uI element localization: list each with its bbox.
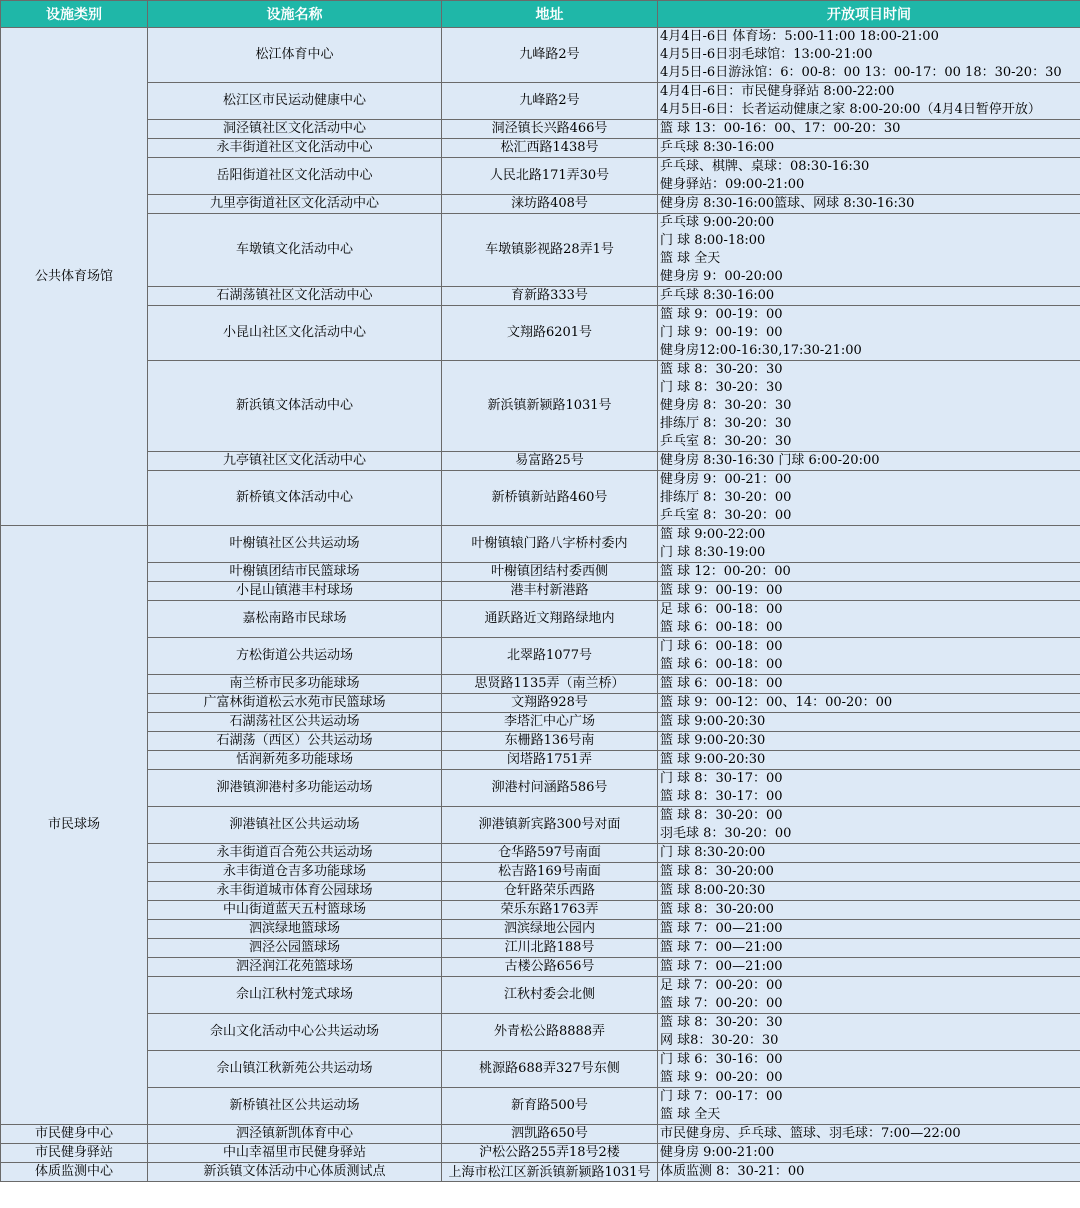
- facility-name-cell: 石湖荡社区公共运动场: [148, 713, 442, 732]
- facility-name-cell: 嘉松南路市民球场: [148, 601, 442, 638]
- hours-cell: [658, 1014, 1080, 1051]
- hours-line: 4月4日-6日：市民健身驿站 8:00-22:00: [660, 84, 895, 99]
- hours-cell: [658, 1163, 1080, 1182]
- hours-line: 篮 球 7：00—21:00: [660, 921, 783, 936]
- header-category: 设施类别: [1, 1, 148, 28]
- hours-line: 健身房 9：00-21：00: [660, 472, 792, 487]
- table-row: [1, 306, 1080, 361]
- table-row: [1, 713, 1080, 732]
- hours-line: 篮 球 9:00-20:30: [660, 714, 766, 729]
- hours-line: 篮 球 6：00-18：00: [660, 657, 783, 672]
- hours-line: 足 球 6：00-18：00: [660, 602, 783, 617]
- facility-name-cell: 新浜镇文体活动中心: [148, 361, 442, 452]
- hours-cell: [658, 158, 1080, 195]
- hours-line: 篮 球 6：00-18：00: [660, 676, 783, 691]
- address-cell: 外青松公路8888弄: [442, 1014, 658, 1051]
- hours-line: 篮 球 9：00-20：00: [660, 1070, 783, 1085]
- address-cell: 文翔路6201号: [442, 306, 658, 361]
- address-cell: 闵塔路1751弄: [442, 751, 658, 770]
- address-cell: 育新路333号: [442, 287, 658, 306]
- category-cell: 市民球场: [1, 526, 148, 1125]
- address-cell: 涞坊路408号: [442, 195, 658, 214]
- facility-name-cell: 泗泾公园篮球场: [148, 939, 442, 958]
- table-row: [1, 83, 1080, 120]
- table-row: [1, 732, 1080, 751]
- hours-line: 篮 球 8:00-20:30: [660, 883, 766, 898]
- hours-line: 篮 球 9:00-22:00: [660, 527, 766, 542]
- table-row: [1, 214, 1080, 287]
- hours-cell: [658, 582, 1080, 601]
- facility-name-cell: 中山街道蓝天五村篮球场: [148, 901, 442, 920]
- category-cell: 市民健身中心: [1, 1125, 148, 1144]
- facility-name-cell: 恬润新苑多功能球场: [148, 751, 442, 770]
- hours-cell: [658, 28, 1080, 83]
- table-row: [1, 920, 1080, 939]
- hours-cell: [658, 977, 1080, 1014]
- facility-name-cell: 小昆山镇港丰村球场: [148, 582, 442, 601]
- address-cell: 仓轩路荣乐西路: [442, 882, 658, 901]
- hours-line: 门 球 8:30-20:00: [660, 845, 766, 860]
- facility-name-cell: 小昆山社区文化活动中心: [148, 306, 442, 361]
- facility-name-cell: 岳阳街道社区文化活动中心: [148, 158, 442, 195]
- hours-line: 体质监测 8：30-21：00: [660, 1164, 805, 1179]
- facility-name-cell: 车墩镇文化活动中心: [148, 214, 442, 287]
- hours-cell: [658, 120, 1080, 139]
- facility-name-cell: 叶榭镇团结市民篮球场: [148, 563, 442, 582]
- table-row: [1, 882, 1080, 901]
- table-row: [1, 751, 1080, 770]
- table-body: [1, 28, 1080, 1182]
- table-row: [1, 158, 1080, 195]
- address-cell: 江秋村委会北侧: [442, 977, 658, 1014]
- address-cell: 人民北路171弄30号: [442, 158, 658, 195]
- table-row: [1, 452, 1080, 471]
- address-cell: 通跃路近文翔路绿地内: [442, 601, 658, 638]
- facility-name-cell: 泗滨绿地篮球场: [148, 920, 442, 939]
- hours-line: 篮 球 8：30-20：30: [660, 1015, 783, 1030]
- address-cell: 易富路25号: [442, 452, 658, 471]
- hours-line: 篮 球 全天: [660, 1107, 721, 1122]
- facility-name-cell: 洞泾镇社区文化活动中心: [148, 120, 442, 139]
- hours-cell: [658, 920, 1080, 939]
- hours-line: 4月5日-6日羽毛球馆：13:00-21:00: [660, 47, 873, 62]
- table-row: [1, 694, 1080, 713]
- hours-cell: [658, 1125, 1080, 1144]
- address-cell: 沪松公路255弄18号2楼: [442, 1144, 658, 1163]
- hours-line: 健身驿站：09:00-21:00: [660, 177, 805, 192]
- header-row: [1, 1, 1080, 28]
- facility-name-cell: 九亭镇社区文化活动中心: [148, 452, 442, 471]
- hours-line: 健身房 8:30-16:30 门球 6:00-20:00: [660, 453, 880, 468]
- facility-name-cell: 佘山江秋村笼式球场: [148, 977, 442, 1014]
- facility-name-cell: 中山幸福里市民健身驿站: [148, 1144, 442, 1163]
- hours-cell: [658, 751, 1080, 770]
- hours-line: 健身房 8：30-20：30: [660, 398, 792, 413]
- hours-line: 门 球 8：30-17：00: [660, 771, 783, 786]
- table-row: [1, 582, 1080, 601]
- address-cell: 荣乐东路1763弄: [442, 901, 658, 920]
- hours-line: 篮 球 6：00-18：00: [660, 620, 783, 635]
- hours-line: 健身房 9:00-21:00: [660, 1145, 775, 1160]
- hours-cell: [658, 601, 1080, 638]
- facility-name-cell: 新浜镇文体活动中心体质测试点: [148, 1163, 442, 1182]
- address-cell: 泗滨绿地公园内: [442, 920, 658, 939]
- address-cell: 新育路500号: [442, 1088, 658, 1125]
- table-row: [1, 807, 1080, 844]
- table-row: [1, 958, 1080, 977]
- category-cell: 市民健身驿站: [1, 1144, 148, 1163]
- table-row: [1, 1144, 1080, 1163]
- facility-name-cell: 佘山镇江秋新苑公共运动场: [148, 1051, 442, 1088]
- hours-cell: [658, 1088, 1080, 1125]
- hours-line: 篮 球 8：30-20：00: [660, 808, 783, 823]
- facility-name-cell: 永丰街道社区文化活动中心: [148, 139, 442, 158]
- address-cell: 江川北路188号: [442, 939, 658, 958]
- category-cell: 体质监测中心: [1, 1163, 148, 1182]
- hours-cell: [658, 195, 1080, 214]
- facility-name-cell: 方松街道公共运动场: [148, 638, 442, 675]
- facility-name-cell: 永丰街道百合苑公共运动场: [148, 844, 442, 863]
- hours-cell: [658, 1051, 1080, 1088]
- facility-name-cell: 九里亭街道社区文化活动中心: [148, 195, 442, 214]
- table-row: [1, 1088, 1080, 1125]
- hours-line: 乒乓球 8:30-16:00: [660, 140, 775, 155]
- address-cell: 九峰路2号: [442, 28, 658, 83]
- address-cell: 桃源路688弄327号东侧: [442, 1051, 658, 1088]
- hours-cell: [658, 471, 1080, 526]
- table-row: [1, 287, 1080, 306]
- hours-line: 健身房 8:30-16:00篮球、网球 8:30-16:30: [660, 196, 915, 211]
- facility-name-cell: 永丰街道城市体育公园球场: [148, 882, 442, 901]
- hours-line: 排练厅 8：30-20：00: [660, 490, 792, 505]
- hours-cell: [658, 526, 1080, 563]
- hours-line: 篮 球 8：30-20:00: [660, 864, 774, 879]
- table-row: [1, 901, 1080, 920]
- header-address: 地址: [442, 1, 658, 28]
- table-row: [1, 361, 1080, 452]
- facility-name-cell: 泖港镇社区公共运动场: [148, 807, 442, 844]
- hours-line: 篮 球 8：30-20：30: [660, 362, 783, 377]
- address-cell: 松吉路169号南面: [442, 863, 658, 882]
- table-row: [1, 1014, 1080, 1051]
- facility-name-cell: 泗泾镇新凯体育中心: [148, 1125, 442, 1144]
- header-name: 设施名称: [148, 1, 442, 28]
- hours-line: 篮 球 8：30-17：00: [660, 789, 783, 804]
- header-hours: 开放项目时间: [658, 1, 1080, 28]
- hours-line: 篮 球 12：00-20：00: [660, 564, 791, 579]
- table-row: [1, 1125, 1080, 1144]
- hours-cell: [658, 638, 1080, 675]
- address-cell: 李塔汇中心广场: [442, 713, 658, 732]
- hours-line: 排练厅 8：30-20：30: [660, 416, 792, 431]
- table-row: [1, 471, 1080, 526]
- hours-line: 篮 球 9：00-12：00、14：00-20：00: [660, 695, 893, 710]
- hours-line: 4月5日-6日：长者运动健康之家 8:00-20:00（4月4日暂停开放）: [660, 102, 1041, 117]
- hours-line: 篮 球 13：00-16：00、17：00-20：30: [660, 121, 901, 136]
- hours-line: 乒乓球 9:00-20:00: [660, 215, 775, 230]
- hours-line: 篮 球 9:00-20:30: [660, 752, 766, 767]
- hours-cell: [658, 563, 1080, 582]
- hours-line: 篮 球 7：00—21:00: [660, 959, 783, 974]
- table-row: [1, 601, 1080, 638]
- hours-line: 乒乓室 8：30-20：00: [660, 508, 792, 523]
- category-cell: 公共体育场馆: [1, 28, 148, 526]
- facility-name-cell: 广富林街道松云水苑市民篮球场: [148, 694, 442, 713]
- address-cell: 松汇西路1438号: [442, 139, 658, 158]
- hours-line: 健身房 9：00-20:00: [660, 269, 783, 284]
- hours-line: 篮 球 9:00-20:30: [660, 733, 766, 748]
- table-row: [1, 675, 1080, 694]
- table-row: [1, 1163, 1080, 1182]
- table-row: [1, 139, 1080, 158]
- table-row: [1, 120, 1080, 139]
- facility-name-cell: 松江体育中心: [148, 28, 442, 83]
- hours-cell: [658, 83, 1080, 120]
- hours-line: 门 球 8:00-18:00: [660, 233, 766, 248]
- address-cell: 港丰村新港路: [442, 582, 658, 601]
- hours-line: 健身房12:00-16:30,17:30-21:00: [660, 343, 862, 358]
- table-row: [1, 977, 1080, 1014]
- table-row: [1, 526, 1080, 563]
- hours-line: 网 球8：30-20：30: [660, 1033, 779, 1048]
- hours-line: 门 球 8:30-19:00: [660, 545, 766, 560]
- address-cell: 泗凯路650号: [442, 1125, 658, 1144]
- hours-cell: [658, 901, 1080, 920]
- hours-cell: [658, 732, 1080, 751]
- hours-line: 市民健身房、乒乓球、篮球、羽毛球：7:00—22:00: [660, 1126, 961, 1141]
- hours-line: 篮 球 全天: [660, 251, 721, 266]
- address-cell: 思贤路1135弄（南兰桥）: [442, 675, 658, 694]
- address-cell: 上海市松江区新浜镇新颍路1031号: [442, 1163, 658, 1182]
- facility-name-cell: 松江区市民运动健康中心: [148, 83, 442, 120]
- hours-cell: [658, 287, 1080, 306]
- hours-cell: [658, 958, 1080, 977]
- table-row: [1, 844, 1080, 863]
- facility-name-cell: 泗泾润江花苑篮球场: [148, 958, 442, 977]
- address-cell: 泖港镇新宾路300号对面: [442, 807, 658, 844]
- hours-cell: [658, 939, 1080, 958]
- hours-line: 篮 球 9：00-19：00: [660, 307, 783, 322]
- hours-cell: [658, 807, 1080, 844]
- table-row: [1, 195, 1080, 214]
- hours-line: 4月4日-6日 体育场：5:00-11:00 18:00-21:00: [660, 29, 939, 44]
- facility-name-cell: 永丰街道仓吉多功能球场: [148, 863, 442, 882]
- hours-line: 门 球 9：00-19：00: [660, 325, 783, 340]
- address-cell: 洞泾镇长兴路466号: [442, 120, 658, 139]
- hours-cell: [658, 1144, 1080, 1163]
- table-row: [1, 563, 1080, 582]
- hours-cell: [658, 306, 1080, 361]
- hours-cell: [658, 694, 1080, 713]
- hours-line: 门 球 6：30-16：00: [660, 1052, 783, 1067]
- hours-line: 乒乓球、棋牌、桌球：08:30-16:30: [660, 159, 870, 174]
- hours-line: 乒乓球 8:30-16:00: [660, 288, 775, 303]
- hours-cell: [658, 882, 1080, 901]
- facility-name-cell: 新桥镇文体活动中心: [148, 471, 442, 526]
- table-row: [1, 939, 1080, 958]
- address-cell: 泖港村问涵路586号: [442, 770, 658, 807]
- facility-name-cell: 石湖荡（西区）公共运动场: [148, 732, 442, 751]
- hours-line: 门 球 6：00-18：00: [660, 639, 783, 654]
- hours-cell: [658, 770, 1080, 807]
- hours-line: 门 球 8：30-20：30: [660, 380, 783, 395]
- hours-line: 门 球 7：00-17：00: [660, 1089, 783, 1104]
- hours-cell: [658, 214, 1080, 287]
- facility-name-cell: 泖港镇泖港村多功能运动场: [148, 770, 442, 807]
- address-cell: 北翠路1077号: [442, 638, 658, 675]
- hours-line: 篮 球 8：30-20:00: [660, 902, 774, 917]
- hours-line: 篮 球 7：00—21:00: [660, 940, 783, 955]
- table-row: [1, 1051, 1080, 1088]
- hours-cell: [658, 844, 1080, 863]
- hours-cell: [658, 452, 1080, 471]
- hours-line: 羽毛球 8：30-20：00: [660, 826, 792, 841]
- address-cell: 文翔路928号: [442, 694, 658, 713]
- hours-cell: [658, 863, 1080, 882]
- hours-cell: [658, 361, 1080, 452]
- table-row: [1, 638, 1080, 675]
- hours-line: 篮 球 7：00-20：00: [660, 996, 783, 1011]
- address-cell: 叶榭镇团结村委西侧: [442, 563, 658, 582]
- facility-name-cell: 佘山文化活动中心公共运动场: [148, 1014, 442, 1051]
- table-row: [1, 28, 1080, 83]
- hours-line: 乒乓室 8：30-20：30: [660, 434, 792, 449]
- facility-name-cell: 南兰桥市民多功能球场: [148, 675, 442, 694]
- address-cell: 新桥镇新站路460号: [442, 471, 658, 526]
- hours-line: 4月5日-6日游泳馆：6：00-8：00 13：00-17：00 18：30-20：30: [660, 65, 1062, 80]
- address-cell: 车墩镇影视路28弄1号: [442, 214, 658, 287]
- address-cell: 仓华路597号南面: [442, 844, 658, 863]
- facility-name-cell: 石湖荡镇社区文化活动中心: [148, 287, 442, 306]
- address-cell: 东栅路136号南: [442, 732, 658, 751]
- facility-name-cell: 叶榭镇社区公共运动场: [148, 526, 442, 563]
- hours-line: 足 球 7：00-20：00: [660, 978, 783, 993]
- address-cell: 叶榭镇辕门路八字桥村委内: [442, 526, 658, 563]
- address-cell: 古楼公路656号: [442, 958, 658, 977]
- hours-cell: [658, 713, 1080, 732]
- hours-cell: [658, 675, 1080, 694]
- hours-line: 篮 球 9：00-19：00: [660, 583, 783, 598]
- table-row: [1, 770, 1080, 807]
- facility-name-cell: 新桥镇社区公共运动场: [148, 1088, 442, 1125]
- table-row: [1, 863, 1080, 882]
- hours-cell: [658, 139, 1080, 158]
- address-cell: 九峰路2号: [442, 83, 658, 120]
- address-cell: 新浜镇新颍路1031号: [442, 361, 658, 452]
